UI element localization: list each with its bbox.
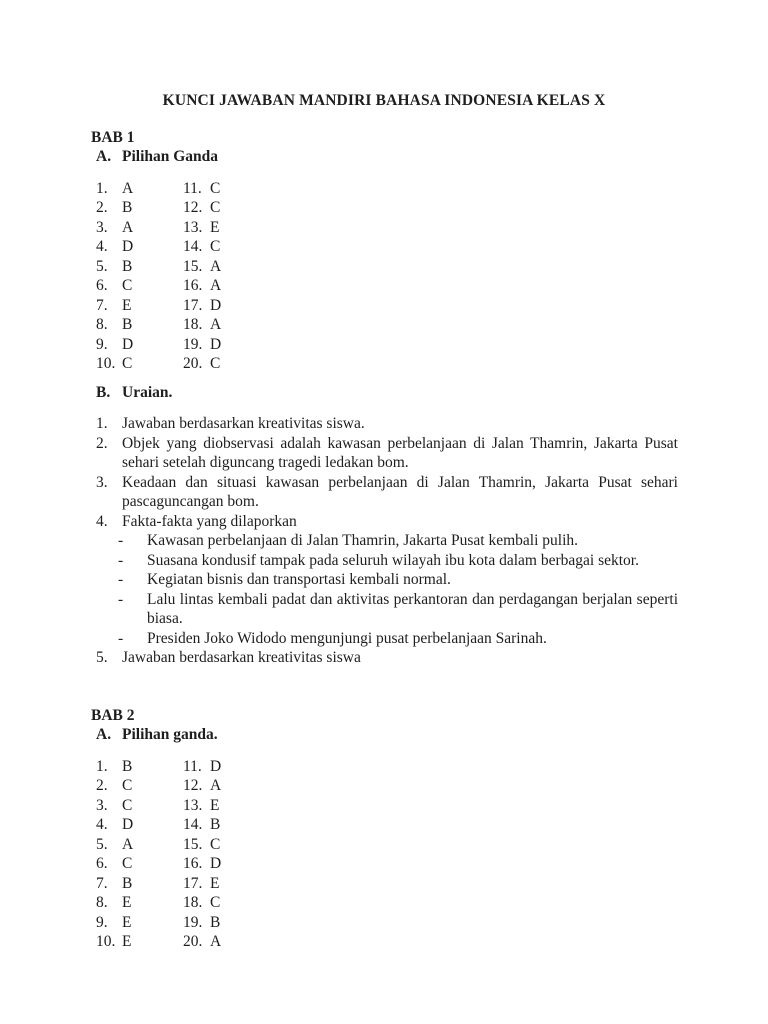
- item-text: Keadaan dan situasi kawasan perbelanjaan di Jalan Thamrin, Jakarta Pusat sehari pascaguncangan bom.: [122, 473, 678, 510]
- answer-number: 8.: [96, 316, 108, 333]
- bullet-text: Suasana kondusif tampak pada seluruh wilayah ibu kota dalam berbagai sektor.: [147, 551, 639, 569]
- bab2-heading: BAB 2: [91, 706, 135, 724]
- answer-number: 11.: [183, 757, 202, 775]
- answer-letter: A: [210, 933, 222, 950]
- answer-number: 1.: [96, 757, 108, 775]
- bullet-row: [96, 551, 678, 571]
- answer-number: 17.: [183, 874, 203, 892]
- bullet-list: [96, 531, 678, 648]
- answer-number: 1.: [96, 179, 108, 197]
- answer-number: 16.: [183, 855, 203, 872]
- answer-letter: E: [210, 874, 220, 892]
- answer-letter: C: [210, 199, 221, 216]
- answer-number: 11.: [183, 179, 202, 197]
- bab1-section-a-heading: [96, 147, 768, 167]
- dash-bullet: -: [118, 629, 124, 647]
- answer-letter: D: [122, 335, 134, 353]
- answer-row: [96, 815, 768, 835]
- answer-number: 18.: [183, 894, 203, 911]
- answer-letter: E: [122, 296, 132, 314]
- answer-number: 4.: [96, 816, 108, 833]
- bab1-answer-grid: [96, 179, 768, 374]
- bullet-row: [96, 570, 678, 590]
- bab2-section: [0, 706, 768, 952]
- answer-letter: A: [210, 316, 222, 333]
- answer-number: 10.: [96, 933, 116, 950]
- answer-letter: C: [210, 355, 221, 372]
- answer-letter: C: [122, 277, 133, 294]
- bab2-section-a-heading: [96, 725, 768, 745]
- answer-row: [96, 315, 768, 335]
- bab1-section: [0, 128, 768, 668]
- answer-letter: D: [210, 757, 222, 775]
- bab1-section-b-heading: [96, 383, 768, 403]
- answer-letter: B: [210, 816, 221, 833]
- uraian-list: [96, 414, 678, 668]
- item-number: 4.: [96, 512, 108, 530]
- answer-row: [96, 932, 768, 952]
- section-label: A.: [96, 726, 112, 743]
- answer-number: 12.: [183, 777, 203, 794]
- bullet-text: Lalu lintas kembali padat dan aktivitas perkantoran dan perdagangan berjalan seperti biasa.: [147, 590, 678, 627]
- answer-letter: B: [122, 316, 133, 333]
- item-text: Jawaban berdasarkan kreativitas siswa.: [122, 415, 365, 432]
- bullet-row: [96, 629, 678, 649]
- bullet-text: Kawasan perbelanjaan di Jalan Thamrin, Jakarta Pusat kembali pulih.: [147, 532, 578, 549]
- answer-letter: D: [210, 855, 222, 872]
- answer-letter: B: [210, 913, 221, 931]
- answer-letter: D: [122, 816, 134, 833]
- item-number: 5.: [96, 649, 108, 666]
- answer-letter: C: [122, 796, 133, 814]
- answer-number: 16.: [183, 277, 203, 294]
- answer-number: 7.: [96, 296, 108, 314]
- item-text: Fakta-fakta yang dilaporkan: [122, 512, 297, 530]
- answer-row: [96, 354, 768, 374]
- answer-number: 20.: [183, 355, 203, 372]
- answer-number: 15.: [183, 257, 203, 275]
- answer-letter: A: [210, 277, 222, 294]
- bab2-answer-grid: [96, 757, 768, 952]
- item-text: Objek yang diobservasi adalah kawasan perbelanjaan di Jalan Thamrin, Jakarta Pusat sehari setelah diguncang tragedi ledakan bom.: [122, 434, 678, 471]
- answer-row: [96, 854, 768, 874]
- dash-bullet: -: [118, 590, 124, 608]
- answer-number: 2.: [96, 777, 108, 794]
- answer-number: 19.: [183, 913, 203, 931]
- answer-row: [96, 179, 768, 199]
- answer-row: [96, 296, 768, 316]
- answer-letter: D: [122, 238, 134, 255]
- answer-number: 3.: [96, 218, 108, 236]
- uraian-item: [96, 414, 678, 434]
- answer-letter: C: [210, 238, 221, 255]
- bullet-text: Kegiatan bisnis dan transportasi kembali normal.: [147, 571, 451, 588]
- answer-row: [96, 218, 768, 238]
- answer-number: 12.: [183, 199, 203, 216]
- dash-bullet: -: [118, 532, 124, 549]
- answer-number: 18.: [183, 316, 203, 333]
- answer-letter: D: [210, 296, 222, 314]
- answer-row: [96, 257, 768, 277]
- answer-letter: B: [122, 257, 133, 275]
- answer-letter: A: [210, 777, 222, 794]
- answer-letter: C: [122, 855, 133, 872]
- answer-letter: C: [210, 179, 221, 197]
- item-text: Jawaban berdasarkan kreativitas siswa: [122, 649, 361, 666]
- section-label: A.: [96, 148, 112, 165]
- answer-letter: E: [210, 796, 220, 814]
- answer-row: [96, 757, 768, 777]
- answer-letter: B: [122, 874, 133, 892]
- answer-letter: C: [210, 835, 221, 853]
- uraian-item: [96, 473, 678, 512]
- answer-number: 13.: [183, 218, 203, 236]
- answer-number: 14.: [183, 238, 203, 255]
- answer-number: 17.: [183, 296, 203, 314]
- answer-number: 8.: [96, 894, 108, 911]
- answer-letter: C: [210, 894, 221, 911]
- answer-number: 6.: [96, 855, 108, 872]
- answer-letter: C: [122, 355, 133, 372]
- section-title: Uraian.: [122, 383, 173, 401]
- section-label: B.: [96, 383, 111, 401]
- item-number: 2.: [96, 434, 108, 452]
- answer-row: [96, 237, 768, 257]
- answer-row: [96, 776, 768, 796]
- bullet-row: [96, 590, 678, 629]
- answer-letter: D: [210, 335, 222, 353]
- answer-row: [96, 796, 768, 816]
- answer-number: 4.: [96, 238, 108, 255]
- page-title: KUNCI JAWABAN MANDIRI BAHASA INDONESIA KELAS X: [162, 92, 606, 109]
- answer-letter: A: [122, 179, 134, 197]
- bullet-row: [96, 531, 678, 551]
- answer-letter: A: [122, 835, 134, 853]
- answer-letter: E: [122, 894, 132, 911]
- answer-row: [96, 276, 768, 296]
- answer-number: 3.: [96, 796, 108, 814]
- section-title: Pilihan Ganda: [122, 148, 219, 165]
- answer-row: [96, 835, 768, 855]
- answer-letter: A: [210, 257, 222, 275]
- answer-number: 20.: [183, 933, 203, 950]
- answer-letter: C: [122, 777, 133, 794]
- section-title: Pilihan ganda.: [122, 726, 218, 743]
- answer-number: 7.: [96, 874, 108, 892]
- answer-letter: E: [210, 218, 220, 236]
- bab1-heading: BAB 1: [91, 128, 135, 146]
- answer-number: 9.: [96, 913, 108, 931]
- answer-number: 15.: [183, 835, 203, 853]
- item-number: 3.: [96, 473, 108, 491]
- answer-row: [96, 335, 768, 355]
- item-number: 1.: [96, 415, 108, 432]
- answer-row: [96, 874, 768, 894]
- answer-letter: B: [122, 199, 133, 216]
- answer-letter: B: [122, 757, 133, 775]
- answer-number: 9.: [96, 335, 108, 353]
- answer-letter: E: [122, 933, 132, 950]
- answer-number: 5.: [96, 257, 108, 275]
- bullet-text: Presiden Joko Widodo mengunjungi pusat perbelanjaan Sarinah.: [147, 629, 547, 647]
- uraian-item: [96, 512, 678, 532]
- answer-number: 13.: [183, 796, 203, 814]
- answer-number: 10.: [96, 355, 116, 372]
- answer-row: [96, 893, 768, 913]
- answer-row: [96, 913, 768, 933]
- dash-bullet: -: [118, 571, 124, 588]
- answer-letter: A: [122, 218, 134, 236]
- answer-number: 14.: [183, 816, 203, 833]
- answer-number: 6.: [96, 277, 108, 294]
- answer-row: [96, 198, 768, 218]
- answer-number: 5.: [96, 835, 108, 853]
- uraian-item: [96, 648, 678, 668]
- answer-number: 19.: [183, 335, 203, 353]
- answer-letter: E: [122, 913, 132, 931]
- answer-number: 2.: [96, 199, 108, 216]
- dash-bullet: -: [118, 551, 124, 569]
- uraian-item: [96, 434, 678, 473]
